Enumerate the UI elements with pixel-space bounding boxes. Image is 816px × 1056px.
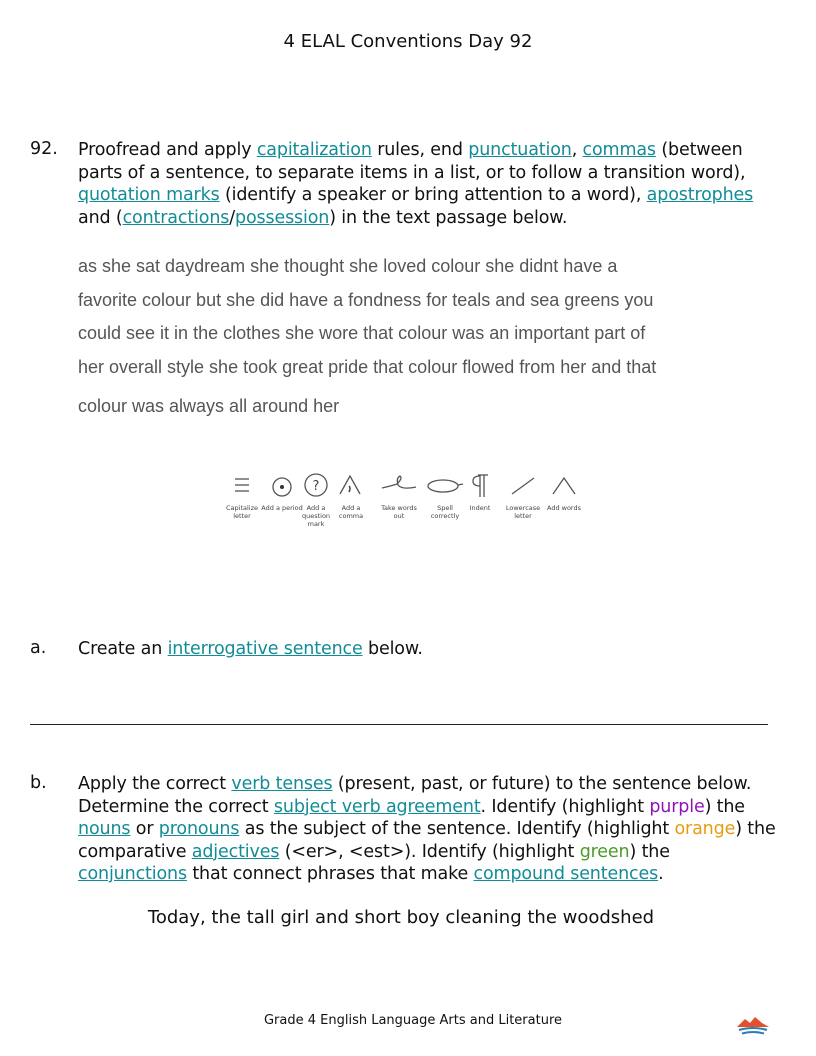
text: / <box>229 207 235 228</box>
lowercase-icon <box>508 470 538 500</box>
proofreading-marks-legend <box>220 470 590 540</box>
text: and ( <box>78 207 123 228</box>
mark-label: Add words <box>546 504 581 512</box>
link-conjunctions[interactable]: conjunctions <box>78 864 187 884</box>
indent-icon <box>465 470 495 500</box>
link-apostrophes[interactable]: apostrophes <box>646 185 754 205</box>
question-b-label: b. <box>30 773 47 793</box>
mark-label: Add a question mark <box>301 504 331 528</box>
take-words-out-icon <box>379 470 419 500</box>
question-a-instructions <box>78 638 788 661</box>
text: (between parts of a sentence, to separate items in a list, or to follow a transition word), <box>78 140 746 183</box>
link-verb-tenses[interactable]: verb tenses <box>231 774 333 794</box>
text: (identify a speaker or bring attention to a word), <box>219 185 647 205</box>
passage-line: could see it in the clothes she wore that colour was an important part of <box>78 323 646 343</box>
page-footer: Grade 4 English Language Arts and Literature <box>263 1013 563 1028</box>
page-title: 4 ELAL Conventions Day 92 <box>283 31 533 52</box>
passage-line: favorite colour but she did have a fondness for teals and sea greens you <box>78 290 654 310</box>
mark-label: Spell correctly <box>430 504 460 520</box>
link-pronouns[interactable]: pronouns <box>158 819 240 839</box>
svg-text:?: ? <box>312 479 320 494</box>
question-number: 92. <box>30 139 58 159</box>
text: Proofread and apply <box>78 140 257 160</box>
text: as the subject of the sentence. Identify (highlight <box>239 819 675 839</box>
text: Apply the correct <box>78 774 232 794</box>
mark-indent <box>458 470 502 512</box>
highlight-orange-word: orange <box>674 819 736 839</box>
passage-line: colour was always all around her <box>78 396 340 416</box>
practice-sentence: Today, the tall girl and short boy cleaning the woodshed <box>147 907 655 928</box>
mark-comma <box>329 470 373 520</box>
passage-line: her overall style she took great pride that colour flowed from her and that <box>78 357 657 377</box>
answer-line[interactable] <box>30 724 768 725</box>
text: (<er>, <est>). Identify (highlight <box>279 841 580 862</box>
add-words-icon <box>549 470 579 500</box>
link-compound-sentences[interactable]: compound sentences <box>473 864 659 884</box>
link-subject-verb-agreement[interactable]: subject verb agreement <box>273 796 481 817</box>
text: rules, end <box>371 140 469 160</box>
question-92-instructions <box>78 139 788 229</box>
period-icon <box>267 470 297 500</box>
text: ) the <box>629 841 670 862</box>
mountain-logo-icon <box>736 1014 770 1036</box>
mark-take-words-out <box>377 470 421 520</box>
link-punctuation[interactable]: punctuation <box>468 140 572 160</box>
text: . <box>658 864 664 884</box>
mark-label: Capitalize letter <box>225 504 258 520</box>
link-nouns[interactable]: nouns <box>78 819 131 839</box>
link-contractions[interactable]: contractions <box>122 207 230 228</box>
question-a-label: a. <box>30 638 47 658</box>
text: below. <box>362 639 423 659</box>
mark-label: Add a comma <box>338 504 364 520</box>
link-capitalization[interactable]: capitalization <box>256 140 372 160</box>
text: . Identify (highlight <box>480 796 650 817</box>
mark-label: Lowercase letter <box>505 504 541 520</box>
highlight-green-word: green <box>579 841 630 862</box>
link-commas[interactable]: commas <box>582 140 656 160</box>
link-interrogative-sentence[interactable]: interrogative sentence <box>167 639 363 659</box>
mark-label: Indent <box>469 504 491 512</box>
text: ) the comparative <box>78 819 776 862</box>
comma-icon <box>336 470 366 500</box>
text: ) in the text passage below. <box>329 207 568 228</box>
text: Create an <box>78 639 168 659</box>
mark-capitalize <box>220 470 264 520</box>
link-possession[interactable]: possession <box>235 207 330 228</box>
capitalize-icon <box>227 470 257 500</box>
text: (present, past, or future) to the sentence below. Determine the correct <box>78 774 752 817</box>
mark-label: Add a period <box>261 504 303 512</box>
passage-line: as she sat daydream she thought she loved colour she didnt have a <box>78 256 618 276</box>
question-b-instructions <box>78 773 780 886</box>
text: ) the <box>704 796 745 817</box>
text: that connect phrases that make <box>186 864 474 884</box>
text: , <box>571 140 583 160</box>
mark-lowercase <box>501 470 545 520</box>
mark-add-words <box>542 470 586 512</box>
link-adjectives[interactable]: adjectives <box>191 841 280 862</box>
text: or <box>130 819 159 839</box>
highlight-purple-word: purple <box>649 796 705 817</box>
link-quotation-marks[interactable]: quotation marks <box>78 185 220 205</box>
mark-label: Take words out <box>381 504 417 520</box>
question-mark-icon <box>301 470 331 500</box>
